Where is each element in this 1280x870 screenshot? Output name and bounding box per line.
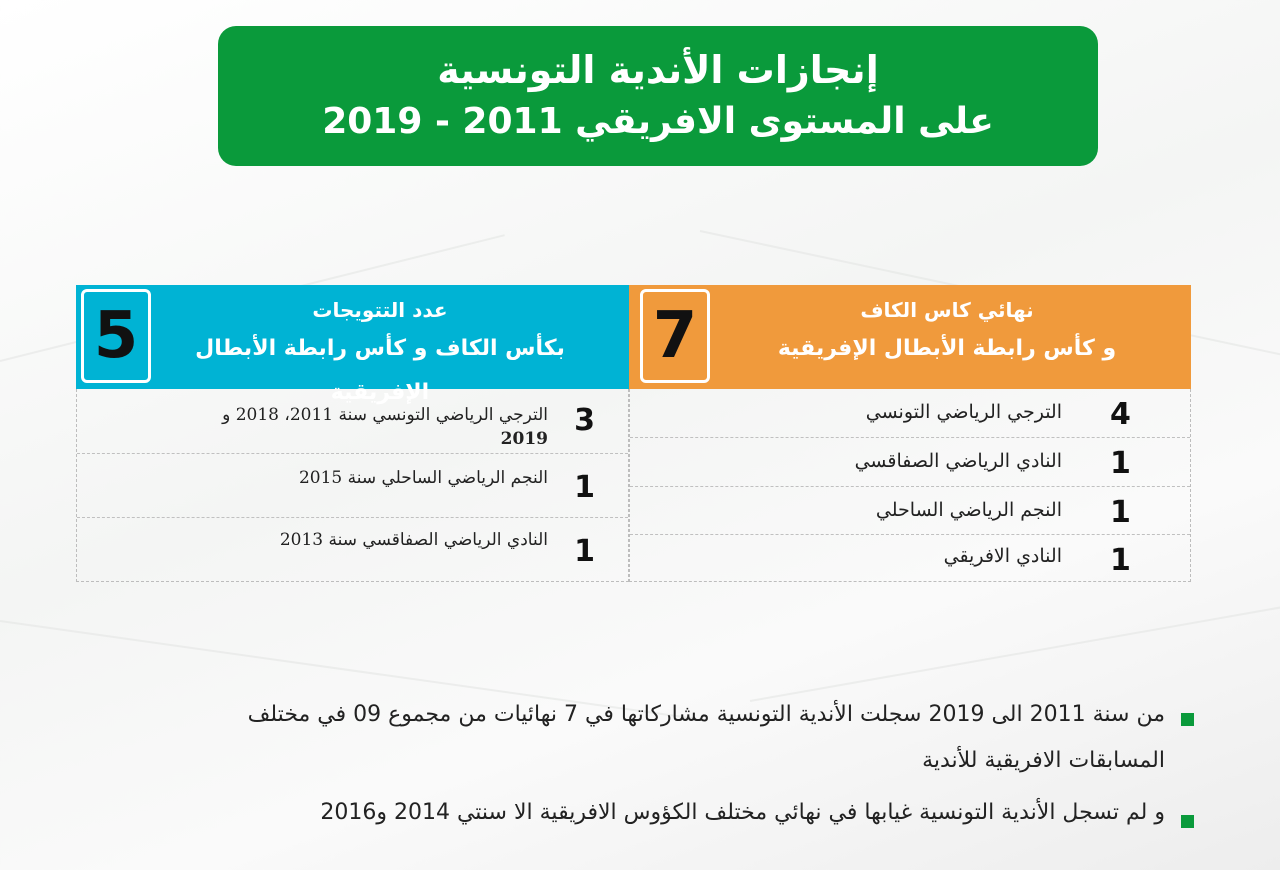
table-row	[630, 437, 1190, 487]
row-count: 1	[1110, 495, 1131, 530]
finals-body	[629, 389, 1191, 582]
background-line	[750, 603, 1280, 702]
row-count: 3	[574, 403, 595, 438]
bullet-2: و لم تسجل الأندية التونسية غيابها في نهائي مختلف الكؤوس الافريقية الا سنتي 2014 و2016	[320, 800, 1165, 825]
row-text-line-1: الترجي الرياضي التونسي سنة 2011، 2018 و	[222, 405, 548, 425]
titles-body	[76, 389, 629, 582]
bullet-1-line-2: المسابقات الافريقية للأندية	[922, 748, 1165, 773]
row-text: النادي الافريقي	[943, 545, 1062, 567]
table-row	[630, 486, 1190, 535]
row-text: النادي الرياضي الصفاقسي	[854, 450, 1062, 472]
achievements-table	[76, 285, 1191, 582]
row-count: 1	[1110, 446, 1131, 481]
table-row	[630, 389, 1190, 437]
row-text: الترجي الرياضي التونسي	[865, 401, 1062, 423]
titles-column	[76, 285, 629, 582]
table-row	[77, 453, 628, 518]
title-line-1: إنجازات الأندية التونسية	[437, 48, 879, 92]
titles-count: 5	[81, 289, 151, 383]
title-banner	[218, 26, 1098, 166]
finals-column	[629, 285, 1191, 582]
row-text: النجم الرياضي الساحلي سنة 2015	[298, 468, 548, 488]
row-count: 1	[574, 534, 595, 569]
titles-heading-line-2: بكأس الكاف و كأس رابطة الأبطال الإفريقية	[195, 336, 565, 405]
row-text: النادي الرياضي الصفاقسي سنة 2013	[279, 530, 548, 550]
row-count: 4	[1110, 397, 1131, 432]
bullet-square	[1181, 815, 1194, 828]
bullet-1-line-1: من سنة 2011 الى 2019 سجلت الأندية التونسية مشاركاتها في 7 نهائيات من مجموع 09 في مختلف	[247, 702, 1165, 727]
finals-count: 7	[640, 289, 710, 383]
finals-heading-line-1: نهائي كاس الكاف	[860, 298, 1034, 322]
row-text-line-2: 2019	[500, 429, 548, 449]
row-text: النجم الرياضي الساحلي	[875, 499, 1062, 521]
table-row	[77, 389, 628, 453]
table-row	[630, 534, 1190, 583]
titles-heading-line-1: عدد التتويجات	[312, 298, 448, 322]
row-text	[78, 403, 548, 451]
finals-heading-line-2: و كأس رابطة الأبطال الإفريقية	[777, 336, 1117, 361]
row-count: 1	[574, 470, 595, 505]
finals-header	[629, 285, 1191, 389]
table-row	[77, 517, 628, 582]
finals-heading	[717, 293, 1177, 371]
bullet-square	[1181, 713, 1194, 726]
titles-header	[76, 285, 629, 405]
title-line-2: على المستوى الافريقي 2011 - 2019	[322, 101, 994, 142]
row-count: 1	[1110, 543, 1131, 578]
bullet-1	[135, 692, 1165, 784]
